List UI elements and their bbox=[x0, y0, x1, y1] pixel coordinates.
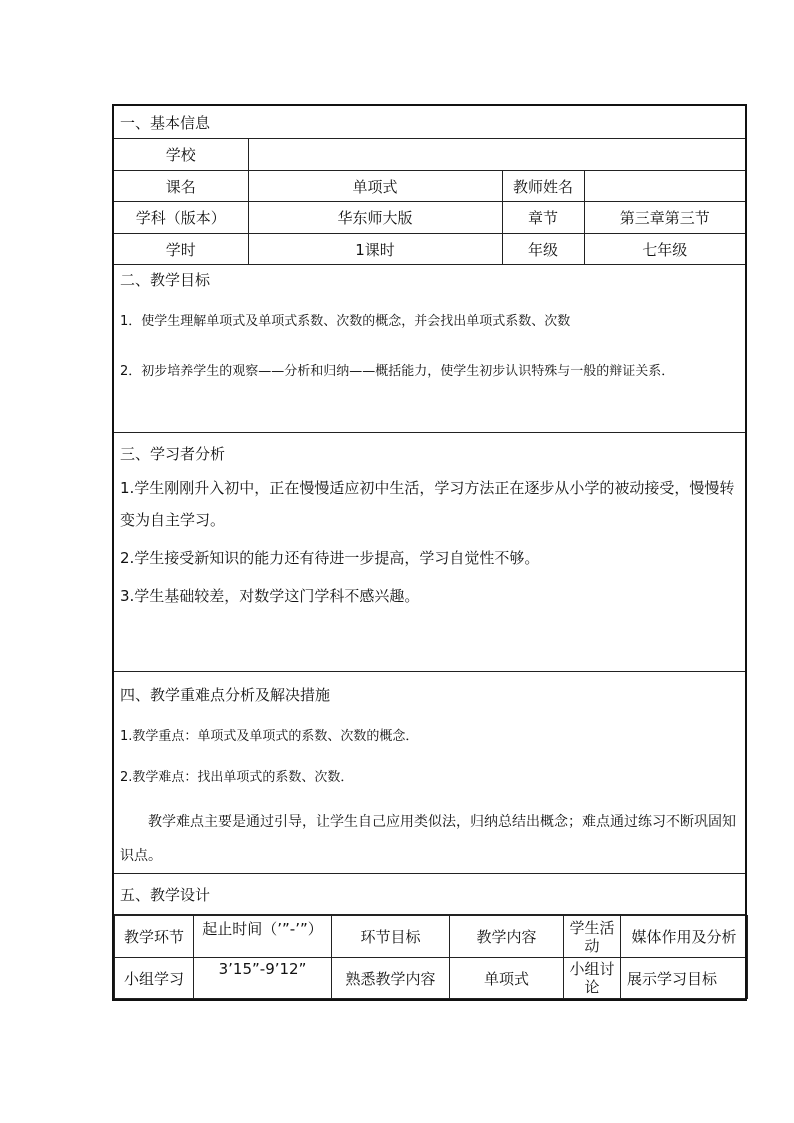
subject-label: 学科（版本） bbox=[113, 202, 248, 234]
course-label: 课名 bbox=[113, 171, 248, 202]
design-header-stage: 教学环节 bbox=[115, 916, 194, 958]
section5-title: 五、教学设计 bbox=[113, 874, 746, 915]
design-header-media: 媒体作用及分析 bbox=[621, 916, 748, 958]
keypoint-item: 1.教学重点：单项式及单项式的系数、次数的概念． bbox=[120, 729, 419, 744]
section2-cell bbox=[113, 265, 746, 433]
chapter-label: 章节 bbox=[502, 202, 584, 234]
course-value: 单项式 bbox=[248, 171, 502, 202]
design-table bbox=[114, 915, 748, 999]
design-cell-time: 3’15”-9’12” bbox=[194, 958, 332, 999]
grade-value: 七年级 bbox=[584, 234, 746, 265]
design-cell-activity: 小组讨论 bbox=[564, 958, 621, 999]
objective-item: 2．初步培养学生的观察——分析和归纳——概括能力，使学生初步认识特殊与一般的辩证关系． bbox=[120, 364, 675, 379]
teacher-label: 教师姓名 bbox=[502, 171, 584, 202]
analysis-item: 1.学生刚刚升入初中，正在慢慢适应初中生活，学习方法正在逐步从小学的被动接受，慢慢转变为自主学习。 bbox=[120, 479, 735, 529]
school-label: 学校 bbox=[113, 139, 248, 171]
design-cell-content: 单项式 bbox=[450, 958, 564, 999]
objective-item: 1．使学生理解单项式及单项式系数、次数的概念，并会找出单项式系数、次数 bbox=[120, 314, 571, 329]
grade-label: 年级 bbox=[502, 234, 584, 265]
design-header-content: 教学内容 bbox=[450, 916, 564, 958]
lesson-plan-sheet bbox=[112, 104, 745, 1001]
lesson-plan-table bbox=[112, 104, 747, 1001]
school-value bbox=[248, 139, 746, 171]
section2-title: 二、教学目标 bbox=[120, 271, 211, 289]
section4-title: 四、教学重难点分析及解决措施 bbox=[120, 686, 331, 704]
analysis-item: 3.学生基础较差，对数学这门学科不感兴趣。 bbox=[120, 587, 420, 605]
design-cell-goal: 熟悉教学内容 bbox=[332, 958, 450, 999]
design-table-cell bbox=[113, 915, 746, 1001]
section3-cell bbox=[113, 433, 746, 672]
design-header-activity: 学生活动 bbox=[564, 916, 621, 958]
design-cell-stage: 小组学习 bbox=[115, 958, 194, 999]
keypoint-note: 教学难点主要是通过引导，让学生自己应用类似法，归纳总结出概念；难点通过练习不断巩固知识点。 bbox=[120, 814, 736, 864]
design-cell-media: 展示学习目标 bbox=[621, 958, 748, 999]
chapter-value: 第三章第三节 bbox=[584, 202, 746, 234]
section4-cell bbox=[113, 672, 746, 874]
section3-title: 三、学习者分析 bbox=[120, 445, 226, 463]
section1-title: 一、基本信息 bbox=[113, 105, 746, 139]
analysis-item: 2.学生接受新知识的能力还有待进一步提高，学习自觉性不够。 bbox=[120, 549, 540, 567]
design-header-time: 起止时间（’”-’”） bbox=[194, 916, 332, 958]
design-header-goal: 环节目标 bbox=[332, 916, 450, 958]
subject-value: 华东师大版 bbox=[248, 202, 502, 234]
keypoint-item: 2.教学难点：找出单项式的系数、次数． bbox=[120, 770, 354, 785]
hours-label: 学时 bbox=[113, 234, 248, 265]
hours-value: 1课时 bbox=[248, 234, 502, 265]
teacher-value bbox=[584, 171, 746, 202]
